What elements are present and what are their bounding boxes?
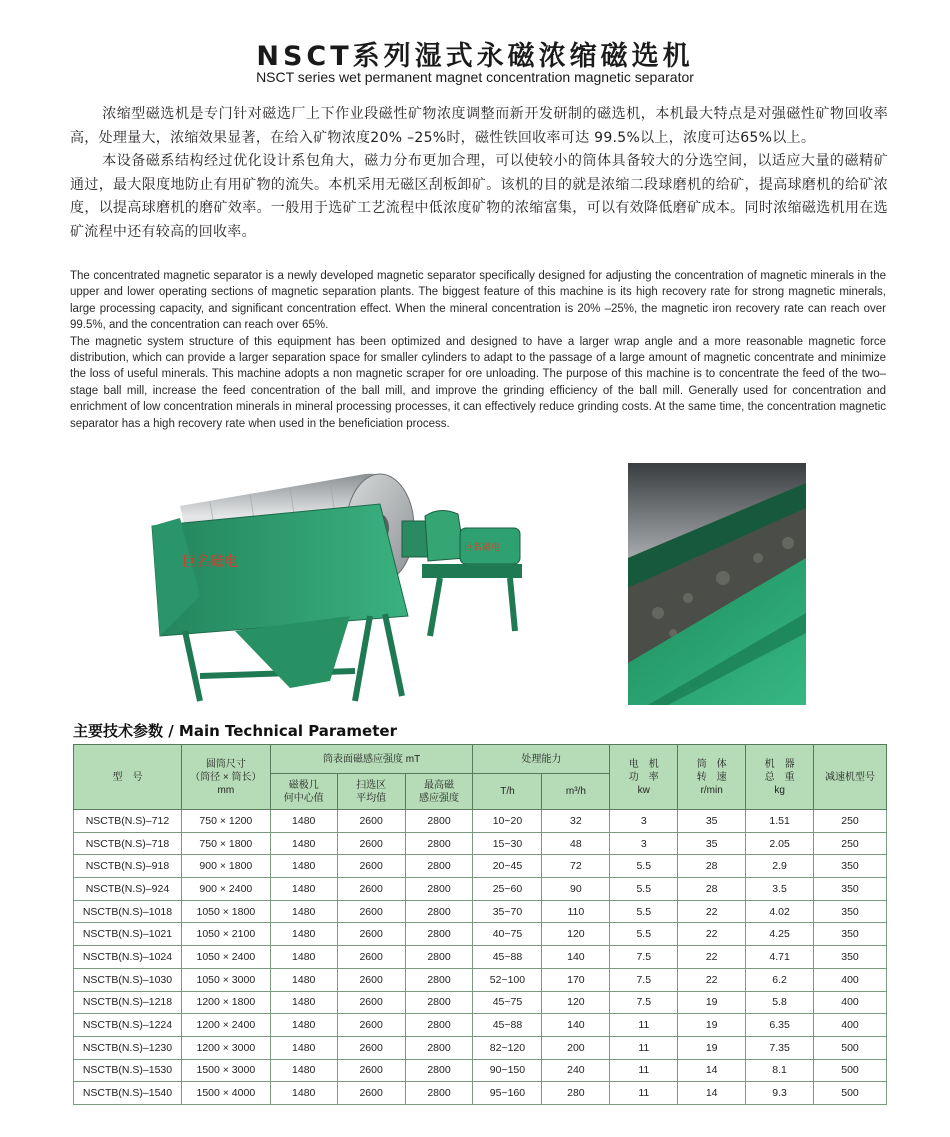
cell-capacity-th: 20~45 [473, 855, 542, 878]
cell-capacity-th: 45~88 [473, 946, 542, 969]
header-capacity: 处理能力 [473, 745, 610, 774]
cell-weight: 6.2 [746, 968, 814, 991]
header-capacity-th: T/h [473, 774, 542, 810]
cell-motor-power: 11 [610, 1059, 678, 1082]
cell-model: NSCTB(N.S)–718 [74, 832, 182, 855]
cell-drum-speed: 22 [678, 900, 746, 923]
table-row [74, 1059, 887, 1082]
cell-drum-size: 1500 × 3000 [181, 1059, 270, 1082]
table-row [74, 810, 887, 833]
cell-drum-speed: 35 [678, 832, 746, 855]
intro-english [70, 268, 886, 432]
cell-drum-speed: 22 [678, 946, 746, 969]
cell-pole-center: 1480 [270, 946, 337, 969]
header-max-field: 最高磁 感应强度 [405, 774, 473, 810]
cell-reducer: 250 [814, 810, 887, 833]
cell-reducer: 350 [814, 878, 887, 901]
intro-en-paragraph-2: The magnetic system structure of this equipment has been optimized and designed to have a larger wrap angle and a more reasonable magnetic force distribution, which can provide a larger separation space for smaller cylinders to adapt to the passage of a large amount of magnetic concentrate and minimize the loss of useful minerals. This machine adopts a non magnetic scraper for ore unloading. The purpose of this machine is to concentrate the feed of the two–stage ball mill, increase the feed concentration of the ball mill, and improve the grinding efficiency of the ball mill. Generally used for concentration and enrichment of low concentration minerals in mineral processing processes, it can effectively reduce grinding costs. At the same time, the concentration magnetic separator has a high recovery rate when used in the beneficiation process. [70, 335, 886, 430]
cell-reducer: 350 [814, 946, 887, 969]
cell-capacity-m3h: 140 [542, 1014, 610, 1037]
cell-weight: 5.8 [746, 991, 814, 1014]
cell-capacity-m3h: 48 [542, 832, 610, 855]
cell-motor-power: 5.5 [610, 878, 678, 901]
cell-capacity-m3h: 90 [542, 878, 610, 901]
cell-max-field: 2800 [405, 1036, 473, 1059]
cell-reducer: 400 [814, 1014, 887, 1037]
cell-sweep-area: 2600 [337, 946, 405, 969]
concentrate-closeup-photo [628, 463, 806, 705]
cell-reducer: 500 [814, 1036, 887, 1059]
cell-pole-center: 1480 [270, 810, 337, 833]
cell-drum-speed: 28 [678, 855, 746, 878]
cell-weight: 2.9 [746, 855, 814, 878]
page-subtitle: NSCT series wet permanent magnet concentration magnetic separator [256, 69, 694, 85]
table-row [74, 968, 887, 991]
cell-drum-size: 1050 × 1800 [181, 900, 270, 923]
cell-motor-power: 11 [610, 1036, 678, 1059]
cell-sweep-area: 2600 [337, 923, 405, 946]
cell-drum-speed: 35 [678, 810, 746, 833]
cell-reducer: 350 [814, 923, 887, 946]
cell-model: NSCTB(N.S)–924 [74, 878, 182, 901]
cell-model: NSCTB(N.S)–1224 [74, 1014, 182, 1037]
cell-capacity-th: 10~20 [473, 810, 542, 833]
cell-capacity-m3h: 110 [542, 900, 610, 923]
cell-capacity-m3h: 32 [542, 810, 610, 833]
cell-capacity-m3h: 140 [542, 946, 610, 969]
cell-sweep-area: 2600 [337, 991, 405, 1014]
cell-drum-speed: 22 [678, 968, 746, 991]
header-drum-speed: 筒 体 转 速 r/min [678, 745, 746, 810]
page-title: NSCT系列湿式永磁浓缩磁选机 [256, 41, 694, 72]
cell-weight: 8.1 [746, 1059, 814, 1082]
table-row [74, 900, 887, 923]
cell-capacity-th: 82~120 [473, 1036, 542, 1059]
cell-sweep-area: 2600 [337, 900, 405, 923]
cell-capacity-th: 52~100 [473, 968, 542, 991]
header-sweep-area: 扫选区 平均值 [337, 774, 405, 810]
header-drum-size: 圆筒尺寸 （筒径 × 筒长） mm [181, 745, 270, 810]
cell-weight: 3.5 [746, 878, 814, 901]
motor-plate-text: 巨名磁电 [464, 543, 501, 553]
cell-drum-size: 1050 × 2400 [181, 946, 270, 969]
cell-pole-center: 1480 [270, 1059, 337, 1082]
cell-model: NSCTB(N.S)–918 [74, 855, 182, 878]
machine-photo [140, 466, 530, 706]
cell-motor-power: 3 [610, 832, 678, 855]
cell-reducer: 400 [814, 968, 887, 991]
cell-capacity-th: 90~150 [473, 1059, 542, 1082]
cell-capacity-th: 95~160 [473, 1082, 542, 1105]
cell-max-field: 2800 [405, 810, 473, 833]
cell-weight: 1.51 [746, 810, 814, 833]
cell-drum-speed: 19 [678, 1036, 746, 1059]
cell-motor-power: 11 [610, 1082, 678, 1105]
table-row [74, 878, 887, 901]
header-model: 型 号 [74, 745, 182, 810]
cell-sweep-area: 2600 [337, 968, 405, 991]
cell-capacity-th: 40~75 [473, 923, 542, 946]
cell-drum-size: 1050 × 2100 [181, 923, 270, 946]
table-row [74, 1082, 887, 1105]
cell-model: NSCTB(N.S)–1024 [74, 946, 182, 969]
cell-reducer: 400 [814, 991, 887, 1014]
intro-cn-paragraph-2: 本设备磁系结构经过优化设计系包角大，磁力分布更加合理，可以使较小的筒体具备较大的分选空间，以适应大量的磁精矿通过，最大限度地防止有用矿物的流失。本机采用无磁区刮板卸矿。该机的目的就是浓缩二段球磨机的给矿，提高球磨机的给矿浓度，以提高球磨机的磨矿效率。一般用于选矿工艺流程中低浓度矿物的浓缩富集，可以有效降低磨矿成本。同时浓缩磁选机用在选矿流程中还有较高的回收率。 [70, 153, 888, 240]
table-header-row-1 [74, 745, 887, 774]
cell-weight: 9.3 [746, 1082, 814, 1105]
table-row [74, 1014, 887, 1037]
cell-drum-size: 900 × 2400 [181, 878, 270, 901]
cell-capacity-m3h: 120 [542, 991, 610, 1014]
cell-motor-power: 7.5 [610, 991, 678, 1014]
cell-drum-size: 1500 × 4000 [181, 1082, 270, 1105]
table-row [74, 1036, 887, 1059]
cell-pole-center: 1480 [270, 1082, 337, 1105]
cell-reducer: 500 [814, 1082, 887, 1105]
cell-max-field: 2800 [405, 832, 473, 855]
cell-drum-speed: 19 [678, 991, 746, 1014]
cell-model: NSCTB(N.S)–712 [74, 810, 182, 833]
cell-max-field: 2800 [405, 923, 473, 946]
cell-reducer: 350 [814, 855, 887, 878]
cell-max-field: 2800 [405, 991, 473, 1014]
cell-weight: 4.71 [746, 946, 814, 969]
cell-drum-size: 1200 × 1800 [181, 991, 270, 1014]
cell-max-field: 2800 [405, 878, 473, 901]
header-reducer: 减速机型号 [814, 745, 887, 810]
cell-reducer: 500 [814, 1059, 887, 1082]
cell-sweep-area: 2600 [337, 855, 405, 878]
cell-weight: 4.25 [746, 923, 814, 946]
cell-model: NSCTB(N.S)–1021 [74, 923, 182, 946]
cell-pole-center: 1480 [270, 832, 337, 855]
cell-capacity-th: 15~30 [473, 832, 542, 855]
cell-pole-center: 1480 [270, 968, 337, 991]
cell-motor-power: 7.5 [610, 946, 678, 969]
cell-max-field: 2800 [405, 855, 473, 878]
cell-weight: 2.05 [746, 832, 814, 855]
cell-model: NSCTB(N.S)–1018 [74, 900, 182, 923]
cell-pole-center: 1480 [270, 991, 337, 1014]
cell-drum-size: 1050 × 3000 [181, 968, 270, 991]
cell-weight: 7.35 [746, 1036, 814, 1059]
table-row [74, 991, 887, 1014]
cell-sweep-area: 2600 [337, 1014, 405, 1037]
cell-drum-size: 1200 × 2400 [181, 1014, 270, 1037]
cell-pole-center: 1480 [270, 855, 337, 878]
cell-pole-center: 1480 [270, 1036, 337, 1059]
cell-max-field: 2800 [405, 1082, 473, 1105]
header-capacity-m3h: m³/h [542, 774, 610, 810]
cell-max-field: 2800 [405, 968, 473, 991]
cell-model: NSCTB(N.S)–1540 [74, 1082, 182, 1105]
cell-motor-power: 7.5 [610, 968, 678, 991]
table-row [74, 946, 887, 969]
cell-capacity-m3h: 200 [542, 1036, 610, 1059]
cell-motor-power: 3 [610, 810, 678, 833]
header-motor-power: 电 机 功 率 kw [610, 745, 678, 810]
cell-drum-speed: 14 [678, 1059, 746, 1082]
table-row [74, 923, 887, 946]
cell-model: NSCTB(N.S)–1230 [74, 1036, 182, 1059]
cell-max-field: 2800 [405, 1059, 473, 1082]
cell-motor-power: 5.5 [610, 923, 678, 946]
cell-motor-power: 5.5 [610, 900, 678, 923]
cell-drum-size: 750 × 1800 [181, 832, 270, 855]
header-weight: 机 器 总 重 kg [746, 745, 814, 810]
cell-weight: 4.02 [746, 900, 814, 923]
cell-model: NSCTB(N.S)–1530 [74, 1059, 182, 1082]
cell-sweep-area: 2600 [337, 1059, 405, 1082]
cell-model: NSCTB(N.S)–1218 [74, 991, 182, 1014]
cell-sweep-area: 2600 [337, 1036, 405, 1059]
cell-drum-speed: 14 [678, 1082, 746, 1105]
parameter-table [73, 744, 887, 1105]
cell-capacity-m3h: 240 [542, 1059, 610, 1082]
cell-pole-center: 1480 [270, 923, 337, 946]
cell-drum-speed: 19 [678, 1014, 746, 1037]
table-row [74, 832, 887, 855]
cell-weight: 6.35 [746, 1014, 814, 1037]
cell-pole-center: 1480 [270, 1014, 337, 1037]
cell-sweep-area: 2600 [337, 1082, 405, 1105]
cell-sweep-area: 2600 [337, 810, 405, 833]
parameter-table-body [74, 810, 887, 1105]
cell-pole-center: 1480 [270, 900, 337, 923]
cell-capacity-th: 45~75 [473, 991, 542, 1014]
cell-capacity-m3h: 170 [542, 968, 610, 991]
cell-reducer: 350 [814, 900, 887, 923]
cell-drum-size: 900 × 1800 [181, 855, 270, 878]
cell-drum-speed: 28 [678, 878, 746, 901]
cell-capacity-th: 45~88 [473, 1014, 542, 1037]
cell-sweep-area: 2600 [337, 878, 405, 901]
cell-sweep-area: 2600 [337, 832, 405, 855]
cell-reducer: 250 [814, 832, 887, 855]
cell-motor-power: 11 [610, 1014, 678, 1037]
cell-max-field: 2800 [405, 946, 473, 969]
header-surface-field: 筒表面磁感应强度 mT [270, 745, 473, 774]
cell-pole-center: 1480 [270, 878, 337, 901]
cell-drum-size: 1200 × 3000 [181, 1036, 270, 1059]
cell-capacity-th: 25~60 [473, 878, 542, 901]
intro-chinese [70, 103, 888, 244]
cell-capacity-th: 35~70 [473, 900, 542, 923]
cell-capacity-m3h: 72 [542, 855, 610, 878]
cell-drum-size: 750 × 1200 [181, 810, 270, 833]
intro-en-paragraph-1: The concentrated magnetic separator is a newly developed magnetic separator specifically designed for adjusting the concentration of magnetic minerals in the upper and lower operating sections of magnetic separation plants. The biggest feature of this machine is its high recovery rate for strong magnetic minerals, large processing capacity, and significant concentration effect. When the mineral concentration is 20% –25%, the magnetic iron recovery rate can reach over 99.5%, and the concentration can reach over 65%. [70, 270, 886, 332]
cell-model: NSCTB(N.S)–1030 [74, 968, 182, 991]
cell-drum-speed: 22 [678, 923, 746, 946]
cell-motor-power: 5.5 [610, 855, 678, 878]
param-heading: 主要技术参数 / Main Technical Parameter [73, 722, 397, 740]
machine-logo-text: 巨名磁电 [182, 554, 238, 570]
cell-capacity-m3h: 280 [542, 1082, 610, 1105]
cell-max-field: 2800 [405, 900, 473, 923]
header-pole-center: 磁极几 何中心值 [270, 774, 337, 810]
cell-max-field: 2800 [405, 1014, 473, 1037]
intro-cn-paragraph-1: 浓缩型磁选机是专门针对磁选厂上下作业段磁性矿物浓度调整而新开发研制的磁选机，本机最大特点是对强磁性矿物回收率高，处理量大，浓缩效果显著，在给入矿物浓度20% –25%时，磁性铁回收率可达 99.5%以上，浓度可达65%以上。 [70, 106, 888, 146]
table-row [74, 855, 887, 878]
cell-capacity-m3h: 120 [542, 923, 610, 946]
